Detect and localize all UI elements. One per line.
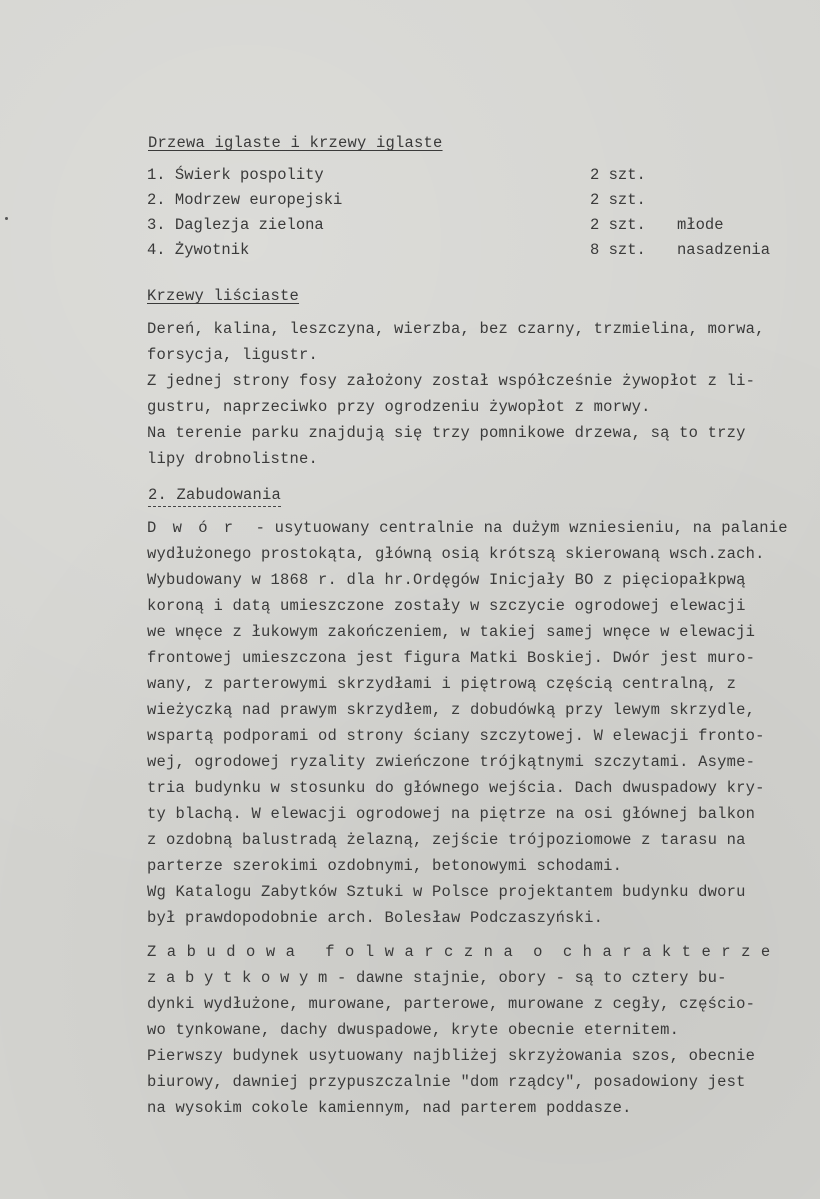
margin-dot [5,217,8,220]
paragraph-line: wieżyczką nad prawym skrzydłem, z dobudówką przy lewym skrzydle, [147,701,756,719]
paragraph-line: Wybudowany w 1868 r. dla hr.Ordęgów Inicjały BO z pięciopałkpwą [147,571,746,589]
paragraph-line: Na terenie parku znajdują się trzy pomnikowe drzewa, są to trzy [147,424,746,442]
section-title-deciduous: Krzewy liściaste [147,287,300,305]
paragraph-line: wej, ogrodowej ryzality zwieńczone trójkątnymi szczytami. Asyme- [147,753,756,771]
paragraph-line [147,518,788,538]
plant-name: 2. Modrzew europejski [147,191,343,209]
paragraph-line: Dereń, kalina, leszczyna, wierzba, bez czarny, trzmielina, morwa, [147,320,765,338]
paragraph-line: we wnęce z łukowym zakończeniem, w takiej samej wnęce w elewacji [147,623,756,641]
paragraph-line: na wysokim cokole kamiennym, nad parterem poddasze. [147,1099,632,1117]
paragraph-line: koroną i datą umieszczone zostały w szczycie ogrodowej elewacji [147,597,746,615]
paragraph-line: Z jednej strony fosy założony został współcześnie żywopłot z li- [147,372,756,390]
paragraph-line: frontowej umieszczona jest figura Matki Boskiej. Dwór jest muro- [147,649,756,667]
plant-note: nasadzenia [677,241,771,259]
paragraph-line: wo tynkowane, dachy dwuspadowe, kryte obecnie eternitem. [147,1021,680,1039]
paragraph-line: biurowy, dawniej przypuszczalnie "dom rządcy", posadowiony jest [147,1073,746,1091]
paragraph-line: dynki wydłużone, murowane, parterowe, murowane z cegły, częścio- [147,995,756,1013]
farm-first-line: - dawne stajnie, obory - są to cztery bu- [327,969,727,987]
paragraph-line: parterze szerokimi ozdobnymi, betonowymi schodami. [147,857,623,875]
manor-heading: D w ó r [147,519,237,537]
paragraph-line: Wg Katalogu Zabytków Sztuki w Polsce projektantem budynku dworu [147,883,746,901]
paragraph-line: gustru, naprzeciwko przy ogrodzeniu żywopłot z morwy. [147,398,651,416]
table-row [147,166,787,188]
plant-quantity: 2 szt. [590,216,646,234]
plant-quantity: 2 szt. [590,166,646,184]
section-title-conifers: Drzewa iglaste i krzewy iglaste [148,134,443,152]
plant-quantity: 2 szt. [590,191,646,209]
section-title-buildings: 2. Zabudowania [148,485,281,507]
paragraph-line [147,968,727,988]
table-row [147,241,787,263]
paragraph-line: był prawdopodobnie arch. Bolesław Podczaszyński. [147,909,604,927]
plant-quantity: 8 szt. [590,241,646,259]
paragraph-line: wany, z parterowymi skrzydłami i piętrową częścią centralną, z [147,675,737,693]
farm-heading-cont: z a b y t k o w y m [147,969,328,987]
plant-note: młode [677,216,724,234]
table-row [147,191,787,213]
paragraph-line: lipy drobnolistne. [147,450,319,468]
table-row [147,216,787,238]
plant-name: 4. Żywotnik [147,241,250,259]
paragraph-line: ty blachą. W elewacji ogrodowej na piętrze na osi głównej balkon [147,805,756,823]
paragraph-line: wydłużonego prostokąta, główną osią krótszą skierowaną wsch.zach. [147,545,765,563]
paragraph-line: wspartą podporami od strony ściany szczytowej. W elewacji fronto- [147,727,765,745]
paragraph-line: forsycja, ligustr. [147,346,319,364]
paragraph-line: tria budynku w stosunku do głównego wejścia. Dach dwuspadowy kry- [147,779,765,797]
farm-buildings-heading: Z a b u d o w a f o l w a r c z n a o c h a r a k t e r z e [147,943,771,961]
paragraph-line: Pierwszy budynek usytuowany najbliżej skrzyżowania szos, obecnie [147,1047,756,1065]
paragraph-line: z ozdobną balustradą żelazną, zejście trójpoziomowe z tarasu na [147,831,746,849]
plant-name: 3. Daglezja zielona [147,216,324,234]
plant-name: 1. Świerk pospolity [147,166,324,184]
manor-first-line: - usytuowany centralnie na dużym wzniesieniu, na palanie [236,519,788,537]
